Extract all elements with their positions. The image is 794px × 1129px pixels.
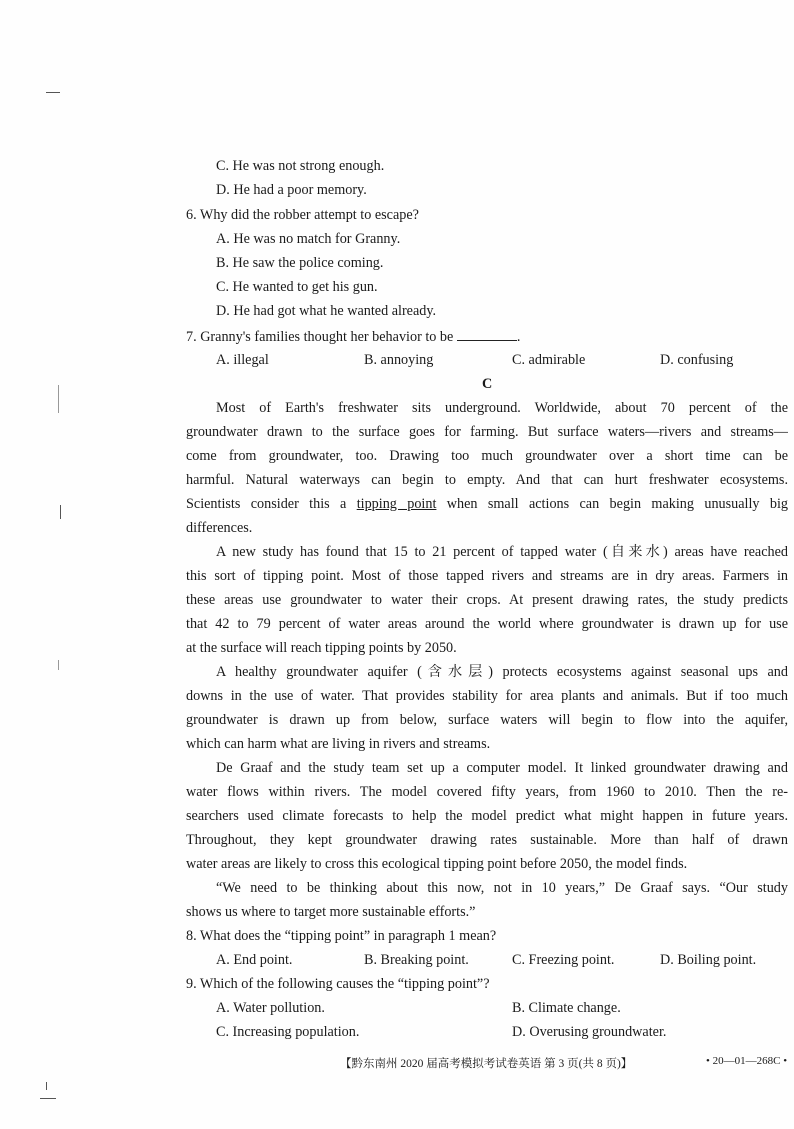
scan-mark (40, 1098, 56, 1099)
question-7-text: 7. Granny's families thought her behavior to be (186, 329, 454, 345)
passage-line: which can harm what are living in rivers and streams. (186, 736, 491, 752)
passage-line: De Graaf and the study team set up a computer model. It linked groundwater drawing and (216, 760, 788, 776)
passage-line: water flows within rivers. The model covered fifty years, from 1960 to 2010. Then the re- (186, 784, 788, 800)
passage-line: shows us where to target more sustainable efforts.” (186, 904, 476, 920)
answer-blank (457, 326, 517, 341)
passage-line: A new study has found that 15 to 21 percent of tapped water (自来水) areas have reached (216, 544, 788, 560)
passage-line: downs in the use of water. That provides stability for area plants and animals. But if too much (186, 688, 788, 704)
question-7 (186, 326, 520, 347)
option-d: D. He had a poor memory. (216, 182, 367, 198)
passage-line: Most of Earth's freshwater sits underground. Worldwide, about 70 percent of the (216, 400, 788, 416)
passage-line: groundwater is drawn up from below, surface waters will begin to flow into the aquifer, (186, 712, 788, 728)
question-7-end: . (516, 329, 521, 345)
option-b: B. Climate change. (512, 1000, 621, 1016)
passage-line: differences. (186, 520, 253, 536)
option-c: C. Increasing population. (216, 1024, 360, 1040)
passage-line: Throughout, they kept groundwater drawing rates sustainable. More than half of drawn (186, 832, 788, 848)
scan-mark (58, 385, 59, 413)
option-c: C. He wanted to get his gun. (216, 279, 378, 295)
passage-line (186, 494, 788, 514)
option-d: D. He had got what he wanted already. (216, 303, 437, 319)
option-a: A. He was no match for Granny. (216, 231, 401, 247)
question-8: 8. What does the “tipping point” in paragraph 1 mean? (186, 928, 497, 944)
option-a: A. illegal (216, 352, 269, 368)
option-c: C. Freezing point. (512, 952, 615, 968)
passage-line: searchers used climate forecasts to help the model predict what might happen in future years. (186, 808, 788, 824)
question-6: 6. Why did the robber attempt to escape? (186, 207, 419, 223)
option-c: C. He was not strong enough. (216, 158, 385, 174)
section-label: C (482, 376, 493, 392)
option-b: B. annoying (364, 352, 434, 368)
paper-code: • 20—01—268C • (706, 1055, 788, 1067)
scan-mark (60, 505, 61, 519)
option-c: C. admirable (512, 352, 586, 368)
option-d: D. Boiling point. (660, 952, 757, 968)
option-a: A. End point. (216, 952, 293, 968)
passage-line: these areas use groundwater to water their crops. At present drawing rates, the study predicts (186, 592, 788, 608)
question-9: 9. Which of the following causes the “tipping point”? (186, 976, 490, 992)
passage-line: “We need to be thinking about this now, not in 10 years,” De Graaf says. “Our study (216, 880, 788, 896)
option-d: D. Overusing groundwater. (512, 1024, 667, 1040)
page-footer: 【黔东南州 2020 届高考模拟考试卷英语 第 3 页(共 8 页)】 (340, 1058, 633, 1070)
passage-text: when small actions can begin making unusually big (446, 496, 788, 512)
passage-line: groundwater drawn to the surface goes for farming. But surface waters—rivers and streams— (186, 424, 788, 440)
passage-line: come from groundwater, too. Drawing too much groundwater over a short time can be (186, 448, 788, 464)
passage-line: water areas are likely to cross this ecological tipping point before 2050, the model finds. (186, 856, 688, 872)
option-b: B. Breaking point. (364, 952, 469, 968)
passage-line: that 42 to 79 percent of water areas around the world where groundwater is drawn up for use (186, 616, 788, 632)
option-b: B. He saw the police coming. (216, 255, 384, 271)
passage-line: at the surface will reach tipping points by 2050. (186, 640, 457, 656)
passage-line: A healthy groundwater aquifer (含水层) protects ecosystems against seasonal ups and (216, 664, 788, 680)
passage-line: this sort of tipping point. Most of those tapped rivers and streams are in dry areas. Farmers in (186, 568, 788, 584)
passage-text: Scientists consider this a (186, 496, 347, 512)
tipping-point-term: tipping point (356, 496, 437, 512)
passage-line: harmful. Natural waterways can begin to empty. And that can hurt freshwater ecosystems. (186, 472, 788, 488)
scan-mark (46, 1082, 47, 1090)
scan-mark (58, 660, 59, 670)
option-a: A. Water pollution. (216, 1000, 325, 1016)
option-d: D. confusing (660, 352, 734, 368)
scan-mark (46, 92, 60, 93)
